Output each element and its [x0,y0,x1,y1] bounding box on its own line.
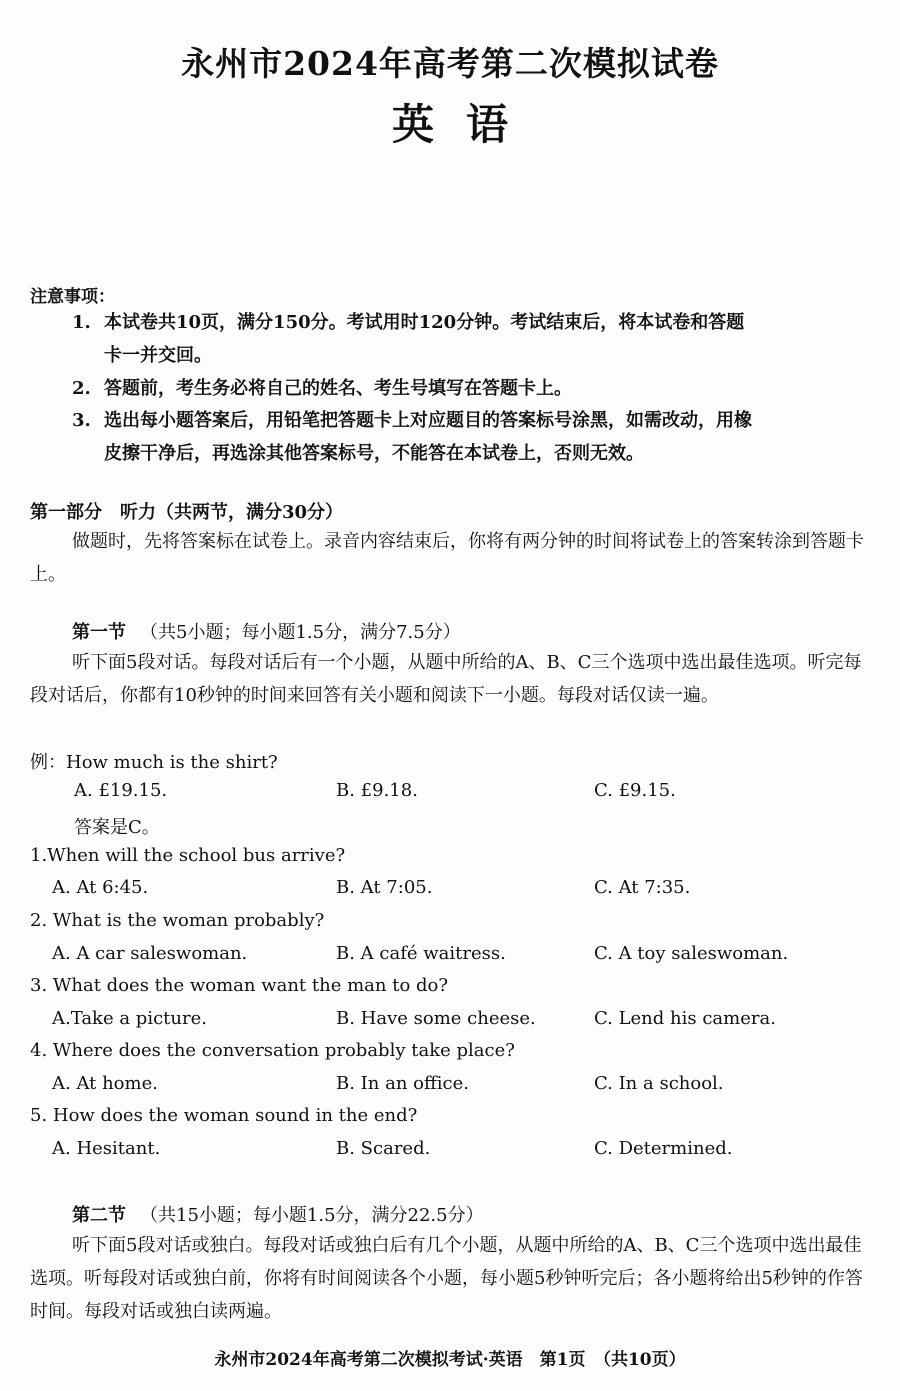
question-2: 2. What is the woman probably? [30,910,325,931]
section1-heading [72,618,461,644]
option-b: B. Have some cheese. [336,1008,536,1029]
question-5: 5. How does the woman sound in the end? [30,1105,418,1126]
notice-text: 答题前，考生务必将自己的姓名、考生号填写在答题卡上。 [104,378,572,399]
option-a: A. At home. [52,1073,158,1094]
option-a: A. A car saleswoman. [52,943,248,964]
section2-heading [72,1201,484,1227]
notice-num: 1. [72,312,91,333]
notice-text: 选出每小题答案后，用铅笔把答题卡上对应题目的答案标号涂黑，如需改动，用橡 [104,410,752,431]
option-c: C. Determined. [594,1138,733,1159]
section1-intro: 听下面5段对话。每段对话后有一个小题，从题中所给的A、B、C三个选项中选出最佳选项。听完每段对话后，你都有10秒钟的时间来回答有关小题和阅读下一小题。每段对话仅读一遍。 [30,652,862,706]
section2-name: 第二节 [72,1205,126,1226]
option-c: C. Lend his camera. [594,1008,776,1029]
question-4: 4. Where does the conversation probably take place? [30,1040,515,1061]
option-c: C. At 7:35. [594,877,691,898]
example-answer: 答案是C。 [74,817,160,838]
option-b: B. At 7:05. [336,877,433,898]
part1-intro: 做题时，先将答案标在试卷上。录音内容结束后，你将有两分钟的时间将试卷上的答案转涂到答题卡上。 [30,531,864,585]
option-c: C. A toy saleswoman. [594,943,789,964]
subject-title: 英语 [391,100,540,149]
exam-title: 永州市2024年高考第二次模拟试卷 [181,44,719,83]
notice-item-2 [72,372,877,405]
notice-item-1 [72,306,877,372]
option-a: A. £19.15. [74,780,168,801]
notice-text: 本试卷共10页，满分150分。考试用时120分钟。考试结束后，将本试卷和答题 [104,312,745,333]
notice-num: 2. [72,378,91,399]
question-3: 3. What does the woman want the man to do? [30,975,449,996]
part1-heading: 第一部分 听力（共两节，满分30分） [30,502,344,523]
notice-num: 3. [72,410,91,431]
option-c: C. In a school. [594,1073,724,1094]
option-b: B. A café waitress. [336,943,506,964]
option-a: A. At 6:45. [52,877,149,898]
option-c: C. £9.15. [594,780,676,801]
section2-info: （共15小题；每小题1.5分，满分22.5分） [140,1205,484,1226]
notice-text-cont: 卡一并交回。 [104,345,212,366]
option-b: B. £9.18. [336,780,418,801]
section2-intro: 听下面5段对话或独白。每段对话或独白后有几个小题，从题中所给的A、B、C三个选项中选出最佳选项。听每段对话或独白前，你将有时间阅读各个小题，每小题5秒钟听完后；各小题将给出5秒钟的作答时间。每段对话或独白读两遍。 [30,1235,863,1322]
example-question: 例：How much is the shirt? [30,752,278,773]
page-footer: 永州市2024年高考第二次模拟考试·英语 第1页 （共10页） [214,1350,686,1370]
option-a: A.Take a picture. [52,1008,207,1029]
option-a: A. Hesitant. [52,1138,161,1159]
notice-heading: 注意事项： [30,287,115,307]
option-b: B. Scared. [336,1138,431,1159]
notice-item-3 [72,404,877,470]
notice-text-cont: 皮擦干净后，再选涂其他答案标号，不能答在本试卷上，否则无效。 [104,443,644,464]
section1-info: （共5小题；每小题1.5分，满分7.5分） [140,622,461,643]
question-1: 1.When will the school bus arrive? [30,845,346,866]
option-b: B. In an office. [336,1073,469,1094]
section1-name: 第一节 [72,622,126,643]
